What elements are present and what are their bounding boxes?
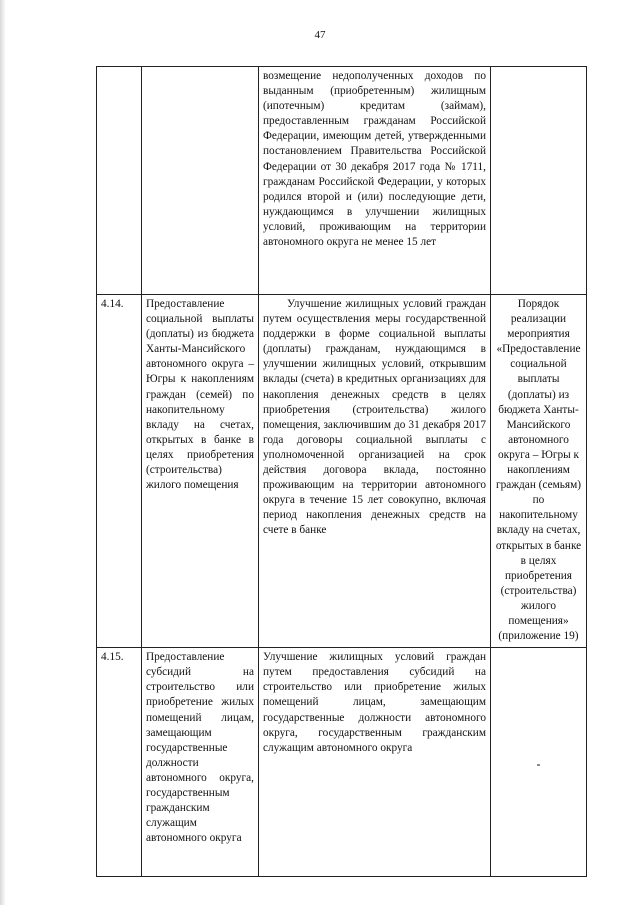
page-number: 47 [314,29,326,41]
measure-description-cell [259,67,491,295]
measure-description-cell [259,295,491,648]
implementation-cell [491,648,587,877]
measure-name-cell [142,67,259,295]
measure-description-text: Улучшение жилищных условий граждан путем осуществления меры государственной поддержки в форме социальной выплаты (доплаты) гражданам, нуждающимся в улучшении жилищных условий, открывшим вклады (счета) в кредитных организациях для накопления денежных средств в целях приобретения (строительства) жилого помещения, заключившим до 31 декабря 2017 года договоры социальной выплаты с уполномоченной организацией на срок действия договора вклада, постоянно проживающим на территории автономного округа в течение 15 лет совокупно, включая период накопления денежных средств на счете в банке [263,298,486,537]
measure-description-cell: Улучшение жилищных условий граждан путем предоставления субсидий на строительство или приобретение жилых помещений лицам, замещающим государственные должности автономного округа, государственным гражданским служащим автономного округа [259,648,491,877]
measure-description-text: возмещение недополученных доходов по выданным (приобретенным) жилищным (ипотечным) кредитам (займам), предоставленным гражданам Российской Федерации, имеющим детей, утвержденными постановлением Правительства Российской Федерации от 30 декабря 2017 года № 1711, гражданам Российской Федерации, у которых родился второй и (или) последующие дети, нуждающимся в улучшении жилищных условий, проживающим на территории автономного округа не менее 15 лет [263,70,486,249]
measure-name-cell: Предоставление социальной выплаты (доплаты) из бюджета Ханты-Мансийского автономного округа – Югры к накоплениям граждан (семей) по накопительному вкладу на счетах, открытых в банке в целях приобретения (строительства) жилого помещения [142,295,259,648]
table-row [97,648,587,877]
scan-edge [0,0,6,905]
table-row [97,295,587,648]
empty-value-dash: - [536,759,541,772]
program-measures-table [96,66,587,877]
row-number-cell: 4.15. [97,648,142,877]
implementation-cell: Порядок реализации мероприятия «Предоставление социальной выплаты (доплаты) из бюджета Ханты-Мансийского автономного округа – Югры к накоплениям граждан (семьям) по накопительному вкладу на счетах, открытых в банке в целях приобретения (строительства) жилого помещения» (приложение 19) [491,295,587,648]
row-number-cell: 4.14. [97,295,142,648]
table-row [97,67,587,295]
implementation-cell [491,67,587,295]
measure-name-cell: Предоставление субсидий на строительство или приобретение жилых помещений лицам, замещающим государственные должности автономного округа, государственным гражданским служащим автономного округа [142,648,259,877]
row-number-cell [97,67,142,295]
